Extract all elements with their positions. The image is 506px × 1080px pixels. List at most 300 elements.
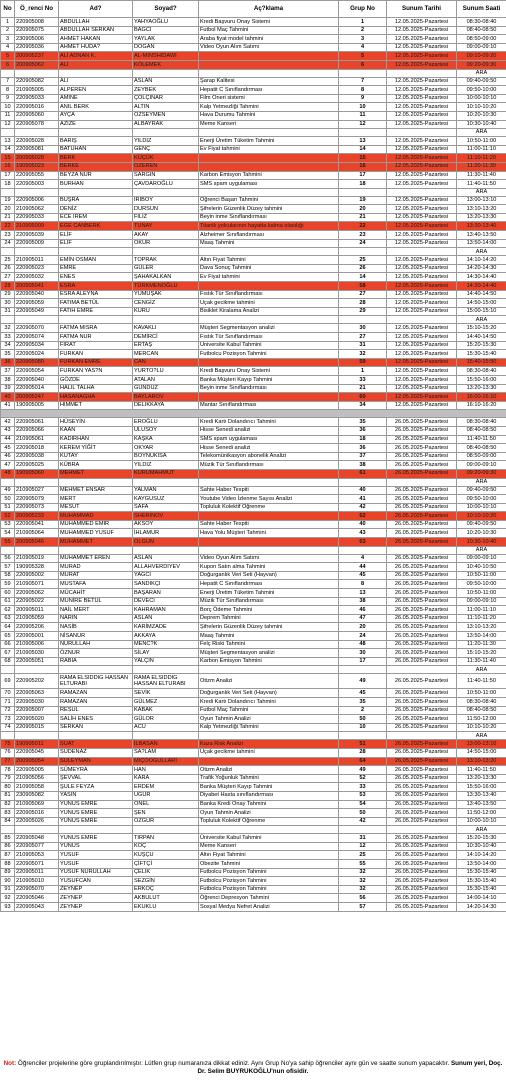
cell-date: 26.05.2025-Pazartesi xyxy=(387,885,457,894)
cell-description: Müzik Tür Sınıflandırması xyxy=(199,597,339,606)
cell-date: 26.05.2025-Pazartesi xyxy=(387,520,457,529)
cell-last-name: GENÇ xyxy=(133,145,199,154)
table-row xyxy=(1,715,506,724)
cell-time: 10:10-10:20 xyxy=(457,723,506,732)
cell-student-no: 200905062 xyxy=(15,60,59,69)
cell-last-name: ULUSOY xyxy=(133,426,199,435)
cell-group-no: 64 xyxy=(339,757,387,766)
table-row xyxy=(1,868,506,877)
cell-first-name: RAMAZAN xyxy=(59,689,133,698)
header-first-name: Ad? xyxy=(59,1,133,18)
cell-time: 15:20-15:30 xyxy=(457,834,506,843)
cell-group-no: 10 xyxy=(339,103,387,112)
cell-description: Meme Kanseri xyxy=(199,842,339,851)
cell-no: 69 xyxy=(1,674,15,689)
cell-description xyxy=(199,469,339,478)
cell-last-name: DEMİRCİ xyxy=(133,333,199,342)
table-row xyxy=(1,120,506,129)
cell-last-name: ÇAVDAROĞLU xyxy=(133,180,199,189)
cell-description: Hisse Senedi analizi xyxy=(199,444,339,453)
cell-description: SMS spam uygulaması xyxy=(199,435,339,444)
cell-no: 22 xyxy=(1,222,15,231)
table-row xyxy=(1,282,506,291)
cell-group-no: 61 xyxy=(339,469,387,478)
table-row xyxy=(1,689,506,698)
cell-description: Öğrenci Depresyon Tahmini xyxy=(199,894,339,903)
cell-description: Müşteri Segmentasyon analizi xyxy=(199,649,339,658)
cell-no: 55 xyxy=(1,538,15,547)
table-row xyxy=(1,674,506,689)
break-cell xyxy=(199,188,339,196)
cell-student-no: 220905043 xyxy=(15,903,59,912)
cell-date: 12.05.2025-Pazartesi xyxy=(387,60,457,69)
cell-time: 11:50-12:00 xyxy=(457,715,506,724)
cell-no: 13 xyxy=(1,137,15,146)
cell-no: 50 xyxy=(1,495,15,504)
cell-last-name: İHLAMUR xyxy=(133,529,199,538)
cell-time: 11:00-11:10 xyxy=(457,145,506,154)
cell-no: 43 xyxy=(1,426,15,435)
cell-student-no: 220905014 xyxy=(15,384,59,393)
cell-date: 12.05.2025-Pazartesi xyxy=(387,358,457,367)
cell-time: 08:40-08:50 xyxy=(457,706,506,715)
cell-date: 26.05.2025-Pazartesi xyxy=(387,766,457,775)
cell-description: Topluluk Kolektif Öğrenme xyxy=(199,817,339,826)
cell-description: Hava Durumu Tahmini xyxy=(199,111,339,120)
cell-date: 12.05.2025-Pazartesi xyxy=(387,256,457,265)
table-row xyxy=(1,154,506,163)
cell-student-no: 220905002 xyxy=(15,571,59,580)
break-cell xyxy=(59,666,133,674)
header-group-no: Grup No xyxy=(339,1,387,18)
break-cell xyxy=(387,69,457,77)
cell-first-name: BEYZA NUR xyxy=(59,171,133,180)
cell-last-name: BAŞARAN xyxy=(133,589,199,598)
cell-last-name: MERCAN xyxy=(133,350,199,359)
cell-group-no: 14 xyxy=(339,273,387,282)
break-cell xyxy=(199,478,339,486)
cell-description: Deprem Tahmini xyxy=(199,614,339,623)
cell-date: 12.05.2025-Pazartesi xyxy=(387,350,457,359)
table-row xyxy=(1,307,506,316)
cell-no: 29 xyxy=(1,290,15,299)
cell-first-name: RESUL xyxy=(59,706,133,715)
cell-student-no: 220905020 xyxy=(15,715,59,724)
cell-first-name: ÖZNUR xyxy=(59,649,133,658)
cell-student-no: 220905206 xyxy=(15,623,59,632)
cell-student-no: 220905077 xyxy=(15,842,59,851)
cell-time: 09:20-09:30 xyxy=(457,60,506,69)
cell-group-no: 9 xyxy=(339,94,387,103)
cell-group-no: 26 xyxy=(339,264,387,273)
cell-group-no: 47 xyxy=(339,614,387,623)
cell-no: 77 xyxy=(1,757,15,766)
cell-first-name: ALİ ADNAN K. xyxy=(59,52,133,61)
cell-date: 26.05.2025-Pazartesi xyxy=(387,706,457,715)
cell-description: Banka Kredi Onay Tahmini xyxy=(199,800,339,809)
break-cell xyxy=(387,732,457,740)
table-row xyxy=(1,426,506,435)
cell-first-name: NASİB xyxy=(59,623,133,632)
cell-time: 14:40-14:50 xyxy=(457,290,506,299)
cell-description: Oyun Tahmin Analizi xyxy=(199,809,339,818)
cell-student-no: 220905015 xyxy=(15,723,59,732)
break-cell xyxy=(1,546,15,554)
cell-date: 12.05.2025-Pazartesi xyxy=(387,94,457,103)
cell-description: Altın Fiyat Tahmini xyxy=(199,851,339,860)
cell-time: 15:50-16:00 xyxy=(457,783,506,792)
break-cell xyxy=(1,732,15,740)
cell-first-name: ABDULLAH SERKAN xyxy=(59,26,133,35)
cell-time: 13:50-14:00 xyxy=(457,632,506,641)
cell-no: 73 xyxy=(1,715,15,724)
cell-group-no: 30 xyxy=(339,649,387,658)
cell-description: Mantar Sınıflandırması xyxy=(199,401,339,410)
cell-date: 26.05.2025-Pazartesi xyxy=(387,689,457,698)
table-row xyxy=(1,842,506,851)
cell-last-name: YAYLAK xyxy=(133,35,199,44)
cell-group-no: 45 xyxy=(339,571,387,580)
cell-no: 54 xyxy=(1,529,15,538)
cell-student-no: 210905071 xyxy=(15,580,59,589)
cell-description: Felç Riski Tahmini xyxy=(199,640,339,649)
cell-last-name: ACU xyxy=(133,723,199,732)
cell-first-name: KAAN xyxy=(59,426,133,435)
cell-first-name: AMİNE xyxy=(59,94,133,103)
cell-time: 11:50-12:00 xyxy=(457,809,506,818)
cell-first-name: KADİRHAN xyxy=(59,435,133,444)
break-cell xyxy=(1,478,15,486)
cell-description: Hepatit C Sınıflandırması xyxy=(199,580,339,589)
cell-first-name: YUSUF xyxy=(59,860,133,869)
table-row xyxy=(1,580,506,589)
break-cell xyxy=(339,188,387,196)
cell-description: Sahte Haber Tespiti xyxy=(199,520,339,529)
cell-description xyxy=(199,393,339,402)
cell-student-no: 220905054 xyxy=(15,367,59,376)
cell-no: 24 xyxy=(1,239,15,248)
table-row xyxy=(1,632,506,641)
break-cell xyxy=(339,732,387,740)
cell-no: 45 xyxy=(1,444,15,453)
cell-group-no: 12 xyxy=(339,120,387,129)
break-cell xyxy=(1,826,15,834)
cell-no: 5 xyxy=(1,52,15,61)
break-cell xyxy=(133,666,199,674)
cell-date: 12.05.2025-Pazartesi xyxy=(387,103,457,112)
cell-no: 36 xyxy=(1,358,15,367)
cell-group-no: 28 xyxy=(339,748,387,757)
cell-description: Fıstık Tür Sınıflandırması xyxy=(199,333,339,342)
cell-first-name: FATİH EMRE xyxy=(59,307,133,316)
cell-date: 12.05.2025-Pazartesi xyxy=(387,162,457,171)
table-row xyxy=(1,367,506,376)
cell-date: 26.05.2025-Pazartesi xyxy=(387,842,457,851)
cell-student-no: 220905038 xyxy=(15,452,59,461)
cell-time: 13:10-13:20 xyxy=(457,623,506,632)
cell-student-no: 220905046 xyxy=(15,894,59,903)
cell-no: 80 xyxy=(1,783,15,792)
cell-date: 26.05.2025-Pazartesi xyxy=(387,800,457,809)
cell-description: Maaş Tahmini xyxy=(199,239,339,248)
cell-date: 12.05.2025-Pazartesi xyxy=(387,77,457,86)
table-row xyxy=(1,563,506,572)
cell-time: 08:50-09:00 xyxy=(457,452,506,461)
cell-date: 26.05.2025-Pazartesi xyxy=(387,834,457,843)
cell-description xyxy=(199,757,339,766)
cell-group-no: 20 xyxy=(339,623,387,632)
table-row xyxy=(1,52,506,61)
table-row xyxy=(1,657,506,666)
break-label: ARA xyxy=(457,248,506,256)
cell-student-no: 220905049 xyxy=(15,307,59,316)
cell-last-name: DURSUN xyxy=(133,205,199,214)
day-separator-row xyxy=(1,410,506,418)
cell-time: 16:00-16:10 xyxy=(457,393,506,402)
cell-description: Alzheimer Sınıflandırması xyxy=(199,231,339,240)
cell-description: Oyun Tahmin Analizi xyxy=(199,715,339,724)
cell-time: 13:20-13:30 xyxy=(457,774,506,783)
cell-no: 47 xyxy=(1,461,15,470)
cell-student-no: 220905034 xyxy=(15,341,59,350)
cell-student-no: 200905247 xyxy=(15,393,59,402)
cell-last-name: KABAK xyxy=(133,706,199,715)
cell-first-name: MERT xyxy=(59,495,133,504)
cell-no: 82 xyxy=(1,800,15,809)
cell-student-no: 220905032 xyxy=(15,273,59,282)
cell-description: Araba fiyat model tahmini xyxy=(199,35,339,44)
header-row xyxy=(1,1,506,18)
header-time: Sunum Saati xyxy=(457,1,506,18)
cell-date: 26.05.2025-Pazartesi xyxy=(387,757,457,766)
cell-no: 75 xyxy=(1,740,15,749)
cell-date: 12.05.2025-Pazartesi xyxy=(387,35,457,44)
cell-description xyxy=(199,512,339,521)
table-row xyxy=(1,86,506,95)
cell-time: 11:40-11:50 xyxy=(457,766,506,775)
cell-date: 26.05.2025-Pazartesi xyxy=(387,426,457,435)
cell-description: Kredi Başvuru Onay Sistemi xyxy=(199,18,339,27)
cell-last-name: SAFA xyxy=(133,503,199,512)
cell-first-name: HÜSEYİN xyxy=(59,418,133,427)
table-row xyxy=(1,358,506,367)
table-row xyxy=(1,649,506,658)
cell-student-no: 220905001 xyxy=(15,632,59,641)
cell-student-no: 220905039 xyxy=(15,231,59,240)
cell-student-no: 220905003 xyxy=(15,180,59,189)
cell-student-no: 210905019 xyxy=(15,554,59,563)
break-cell xyxy=(15,546,59,554)
cell-description: Uçak gecikme tahmini xyxy=(199,299,339,308)
cell-no: 61 xyxy=(1,597,15,606)
cell-description: Ev Fiyat tahmini xyxy=(199,145,339,154)
note-location: Sunum yeri, Doç. Dr. Selim BUYRUKOĞLU'nun ofisidir. xyxy=(197,1060,503,1075)
cell-date: 26.05.2025-Pazartesi xyxy=(387,860,457,869)
table-row xyxy=(1,205,506,214)
cell-description: Şifrelerin Güzenlik Düzey tahmini xyxy=(199,205,339,214)
cell-no: 83 xyxy=(1,809,15,818)
cell-group-no: 24 xyxy=(339,239,387,248)
table-row xyxy=(1,589,506,598)
cell-last-name: ERKOÇ xyxy=(133,885,199,894)
cell-description: Karbon Emisyon Tahmini xyxy=(199,657,339,666)
cell-first-name: ANIL BERK xyxy=(59,103,133,112)
break-cell xyxy=(387,478,457,486)
cell-first-name: NARİN xyxy=(59,614,133,623)
cell-student-no: 210905006 xyxy=(15,640,59,649)
cell-first-name: MÜCAHİT xyxy=(59,589,133,598)
cell-last-name: YILDIZ xyxy=(133,461,199,470)
cell-description: Kalp Yetmezliği Tahmini xyxy=(199,103,339,112)
cell-last-name: BAYLAROV xyxy=(133,393,199,402)
cell-time: 10:00-10:10 xyxy=(457,503,506,512)
table-row xyxy=(1,809,506,818)
cell-no: 35 xyxy=(1,350,15,359)
cell-date: 12.05.2025-Pazartesi xyxy=(387,333,457,342)
cell-group-no: 17 xyxy=(339,657,387,666)
cell-last-name: DOĞAN xyxy=(133,43,199,52)
cell-first-name: FATMA MISRA xyxy=(59,324,133,333)
cell-date: 26.05.2025-Pazartesi xyxy=(387,580,457,589)
break-cell xyxy=(387,826,457,834)
cell-student-no: 200905011 xyxy=(15,606,59,615)
cell-last-name: OKUR xyxy=(133,239,199,248)
table-row xyxy=(1,706,506,715)
table-row xyxy=(1,137,506,146)
cell-student-no: 220905063 xyxy=(15,689,59,698)
cell-description: Hisse Senedi analizi xyxy=(199,426,339,435)
cell-date: 12.05.2025-Pazartesi xyxy=(387,18,457,27)
cell-no: 84 xyxy=(1,817,15,826)
cell-last-name: KÖLEMEK xyxy=(133,60,199,69)
cell-date: 26.05.2025-Pazartesi xyxy=(387,817,457,826)
cell-last-name: TÜRKMENOĞLU xyxy=(133,282,199,291)
cell-last-name: CAN xyxy=(133,358,199,367)
table-row xyxy=(1,350,506,359)
cell-no: 7 xyxy=(1,77,15,86)
cell-no: 89 xyxy=(1,868,15,877)
cell-first-name: NİSANUR xyxy=(59,632,133,641)
cell-date: 12.05.2025-Pazartesi xyxy=(387,137,457,146)
table-row xyxy=(1,697,506,706)
note-label: Not: xyxy=(3,1060,17,1067)
cell-group-no: 31 xyxy=(339,341,387,350)
table-row xyxy=(1,503,506,512)
cell-date: 12.05.2025-Pazartesi xyxy=(387,299,457,308)
cell-date: 12.05.2025-Pazartesi xyxy=(387,145,457,154)
table-row xyxy=(1,18,506,27)
cell-student-no: 220905071 xyxy=(15,860,59,869)
cell-student-no: 220905028 xyxy=(15,137,59,146)
cell-last-name: YAHYAOĞLU xyxy=(133,18,199,27)
cell-group-no: 1 xyxy=(339,367,387,376)
cell-last-name: HAN xyxy=(133,766,199,775)
header-last-name: Soyad? xyxy=(133,1,199,18)
cell-no: 85 xyxy=(1,834,15,843)
cell-description: Otizm Analizi xyxy=(199,766,339,775)
cell-group-no: 62 xyxy=(339,512,387,521)
cell-group-no: 40 xyxy=(339,520,387,529)
cell-last-name: OKYAR xyxy=(133,444,199,453)
break-cell xyxy=(15,826,59,834)
cell-student-no: 220905062 xyxy=(15,589,59,598)
cell-time: 10:40-10:50 xyxy=(457,563,506,572)
cell-student-no: 220905070 xyxy=(15,324,59,333)
cell-group-no: 11 xyxy=(339,111,387,120)
cell-group-no: 49 xyxy=(339,766,387,775)
cell-group-no: 28 xyxy=(339,299,387,308)
cell-last-name: ÖZGÜR xyxy=(133,817,199,826)
cell-group-no: 45 xyxy=(339,689,387,698)
cell-description: Müzik Tür Sınıflandırması xyxy=(199,461,339,470)
cell-time: 13:00-13:10 xyxy=(457,196,506,205)
cell-student-no: 220905081 xyxy=(15,145,59,154)
cell-date: 26.05.2025-Pazartesi xyxy=(387,851,457,860)
cell-time: 11:00-11:10 xyxy=(457,606,506,615)
cell-student-no: 230905082 xyxy=(15,791,59,800)
cell-group-no: 63 xyxy=(339,538,387,547)
cell-no: 92 xyxy=(1,894,15,903)
cell-group-no: 57 xyxy=(339,903,387,912)
cell-student-no: 220905041 xyxy=(15,520,59,529)
table-row xyxy=(1,614,506,623)
cell-last-name: YUMUŞAK xyxy=(133,290,199,299)
cell-description: Meme Kanseri xyxy=(199,120,339,129)
cell-first-name: ELİF xyxy=(59,239,133,248)
cell-student-no: 220905008 xyxy=(15,18,59,27)
cell-time: 15:10-15:20 xyxy=(457,649,506,658)
cell-last-name: GÜNDÜZ xyxy=(133,384,199,393)
cell-time: 11:20-11:30 xyxy=(457,162,506,171)
cell-date: 12.05.2025-Pazartesi xyxy=(387,367,457,376)
cell-group-no: 50 xyxy=(339,715,387,724)
cell-group-no: 21 xyxy=(339,213,387,222)
cell-student-no: 200905237 xyxy=(15,52,59,61)
break-row xyxy=(1,826,506,834)
cell-no: 15 xyxy=(1,154,15,163)
cell-last-name: GÜLER xyxy=(133,264,199,273)
cell-group-no: 3 xyxy=(339,35,387,44)
cell-student-no: 190905023 xyxy=(15,162,59,171)
cell-group-no: 22 xyxy=(339,222,387,231)
cell-date: 12.05.2025-Pazartesi xyxy=(387,393,457,402)
table-row xyxy=(1,111,506,120)
cell-no: 14 xyxy=(1,145,15,154)
table-row xyxy=(1,486,506,495)
cell-student-no: 220905007 xyxy=(15,706,59,715)
cell-time: 11:30-11:40 xyxy=(457,657,506,666)
table-row xyxy=(1,299,506,308)
cell-date: 12.05.2025-Pazartesi xyxy=(387,205,457,214)
cell-no: 76 xyxy=(1,748,15,757)
cell-no: 87 xyxy=(1,851,15,860)
cell-first-name: SERKAN xyxy=(59,723,133,732)
break-cell xyxy=(133,129,199,137)
cell-first-name: BERK xyxy=(59,154,133,163)
break-cell xyxy=(15,69,59,77)
cell-last-name: ÇOLÇINAR xyxy=(133,94,199,103)
cell-group-no: 32 xyxy=(339,877,387,886)
cell-no: 30 xyxy=(1,299,15,308)
cell-time: 15:20-15:30 xyxy=(457,341,506,350)
table-row xyxy=(1,740,506,749)
note-text: Öğrenciler projelerine göre gruplandırılmıştır. Lütfen grup numaranıza dikkat ediniz. Aynı Grup No'ya sahip öğrenciler aynı gün ve saatte sunum yapacaktır. xyxy=(16,1060,451,1067)
cell-description: Video Oyun Alım Satımı xyxy=(199,43,339,52)
cell-group-no: 59 xyxy=(339,358,387,367)
cell-group-no: 56 xyxy=(339,894,387,903)
break-cell xyxy=(59,826,133,834)
cell-no: 52 xyxy=(1,512,15,521)
